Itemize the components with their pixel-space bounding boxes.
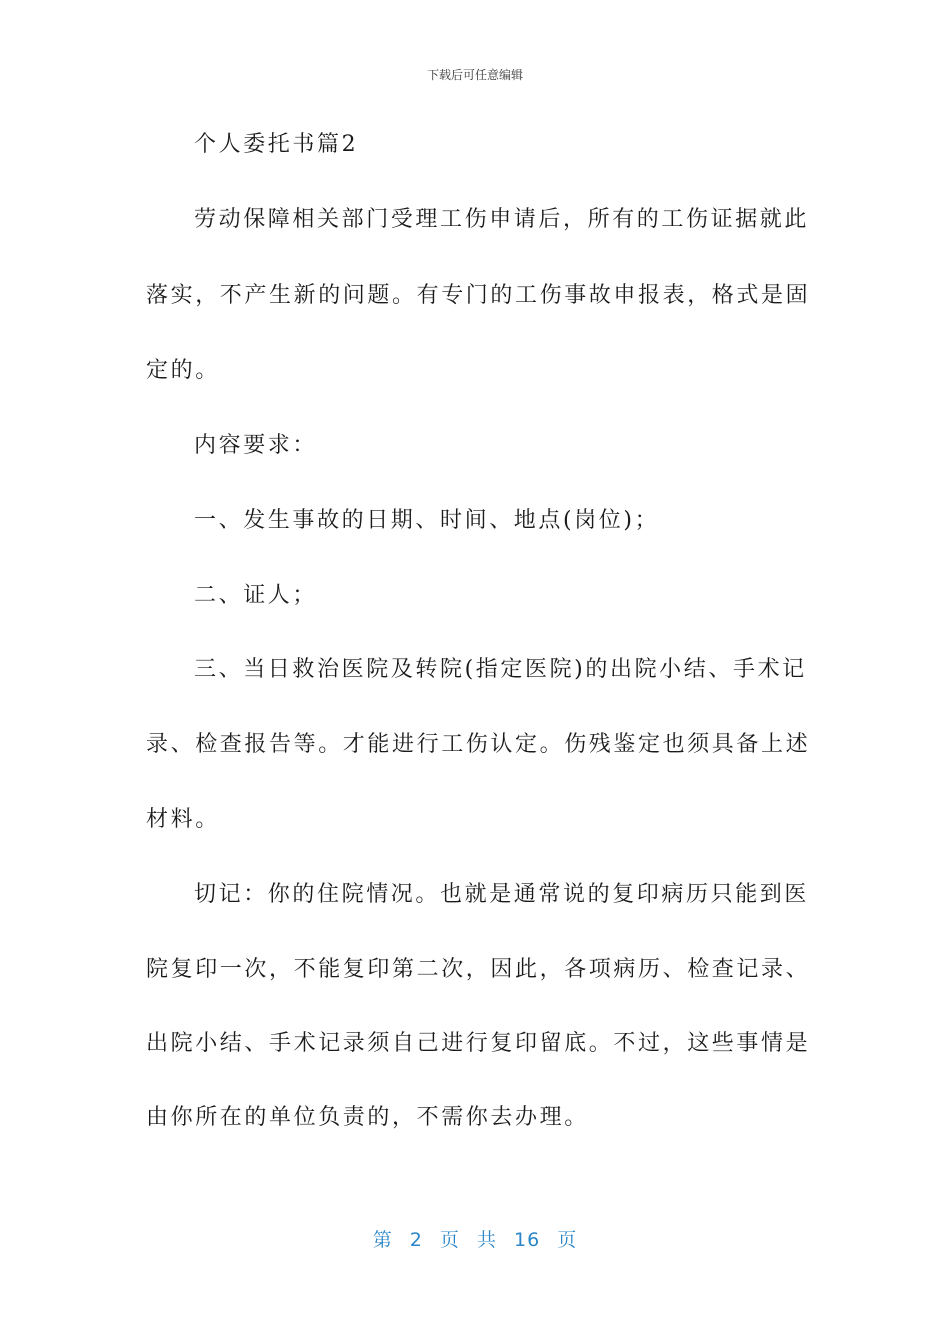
list-item-continuation: 录、检查报告等。才能进行工伤认定。伤残鉴定也须具备上述 <box>146 732 811 757</box>
paragraph-line: 切记：你的住院情况。也就是通常说的复印病历只能到医 <box>194 882 810 907</box>
list-item-continuation: 材料。 <box>146 807 220 832</box>
paragraph-line: 定的。 <box>146 358 220 383</box>
page-number: 第 2 页 共 16 页 <box>372 1229 578 1251</box>
paragraph-line: 出院小结、手术记录须自己进行复印留底。不过，这些事情是 <box>146 1031 811 1056</box>
list-item: 三、当日救治医院及转院(指定医院)的出院小结、手术记 <box>194 657 807 682</box>
list-item: 二、证人； <box>194 583 318 608</box>
requirements-heading: 内容要求： <box>194 433 318 458</box>
paragraph-line: 院复印一次，不能复印第二次，因此，各项病历、检查记录、 <box>146 957 811 982</box>
paragraph-line: 落实，不产生新的问题。有专门的工伤事故申报表，格式是固 <box>146 283 811 308</box>
paragraph-line: 由你所在的单位负责的，不需你去办理。 <box>146 1105 589 1130</box>
list-item: 一、发生事故的日期、时间、地点(岗位)； <box>194 508 660 533</box>
document-title: 个人委托书篇2 <box>194 132 359 157</box>
paragraph-line: 劳动保障相关部门受理工伤申请后，所有的工伤证据就此 <box>194 207 810 232</box>
header-note: 下载后可任意编辑 <box>426 68 523 82</box>
